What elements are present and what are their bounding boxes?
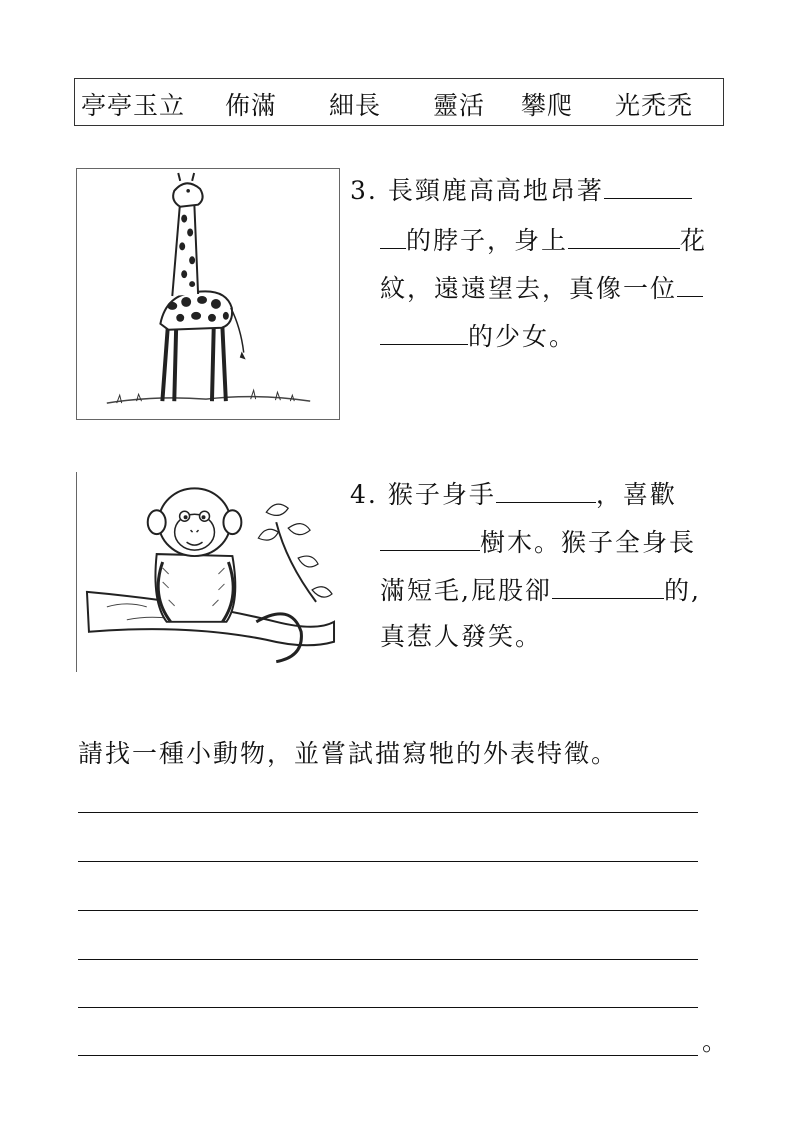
q3-line-3 [380,272,703,304]
q4-number: 4. [350,480,378,509]
writing-line[interactable] [78,1007,698,1008]
writing-line[interactable] [78,959,698,960]
q3-text-1: 長頸鹿高高地昂著 [387,176,604,205]
q3-blank-3-cont[interactable] [380,320,468,345]
q3-number: 3. [350,176,378,205]
q3-line-2 [380,224,707,256]
q3-blank-2[interactable] [568,224,680,249]
giraffe-illustration [76,168,340,420]
q4-text-3: 滿短毛,屁股卻 [380,576,552,605]
q4-blank-3[interactable] [552,574,664,599]
writing-line[interactable] [78,861,698,862]
word-bank-item: 細長 [329,91,382,120]
q3-line-4 [380,320,576,352]
writing-prompt: 請找一種小動物，並嘗試描寫牠的外表特徵。 [78,739,619,768]
q4-text-2: 樹木。猴子全身長 [480,528,697,557]
word-bank-item: 靈活 [433,91,486,120]
q3-blank-3[interactable] [677,272,703,297]
monkey-illustration [76,472,340,672]
word-bank-item: 佈滿 [225,91,278,120]
q4-line-4 [380,622,542,652]
q3-blank-1[interactable] [604,174,692,199]
q3-text-3: 紋，遠遠望去，真像一位 [380,274,678,303]
writing-line[interactable] [78,812,698,813]
word-bank-item: 亭亭玉立 [81,91,186,120]
q4-blank-1[interactable] [496,478,596,503]
word-bank [74,78,724,126]
word-bank-item: 攀爬 [521,91,574,120]
q3-text-4: 的少女。 [468,322,577,351]
q4-text-1: 猴子身手 [387,480,496,509]
q3-blank-1-cont[interactable] [380,224,406,249]
q4-text-1-end: ，喜歡 [595,480,677,509]
word-bank-item: 光禿禿 [615,91,694,120]
q4-line-1 [350,478,677,510]
q4-text-3-end: 的, [663,576,701,605]
q3-text-2: 的脖子，身上 [406,226,569,255]
q3-line-1 [350,174,692,206]
writing-line[interactable] [78,910,698,911]
q4-line-3 [380,574,701,606]
q4-line-2 [380,526,696,558]
q4-text-4: 真惹人發笑。 [380,622,543,651]
writing-line[interactable] [78,1055,698,1056]
q4-blank-2[interactable] [380,526,480,551]
end-punctuation: 。 [702,1027,728,1056]
q3-text-2-end: 花 [680,226,708,255]
